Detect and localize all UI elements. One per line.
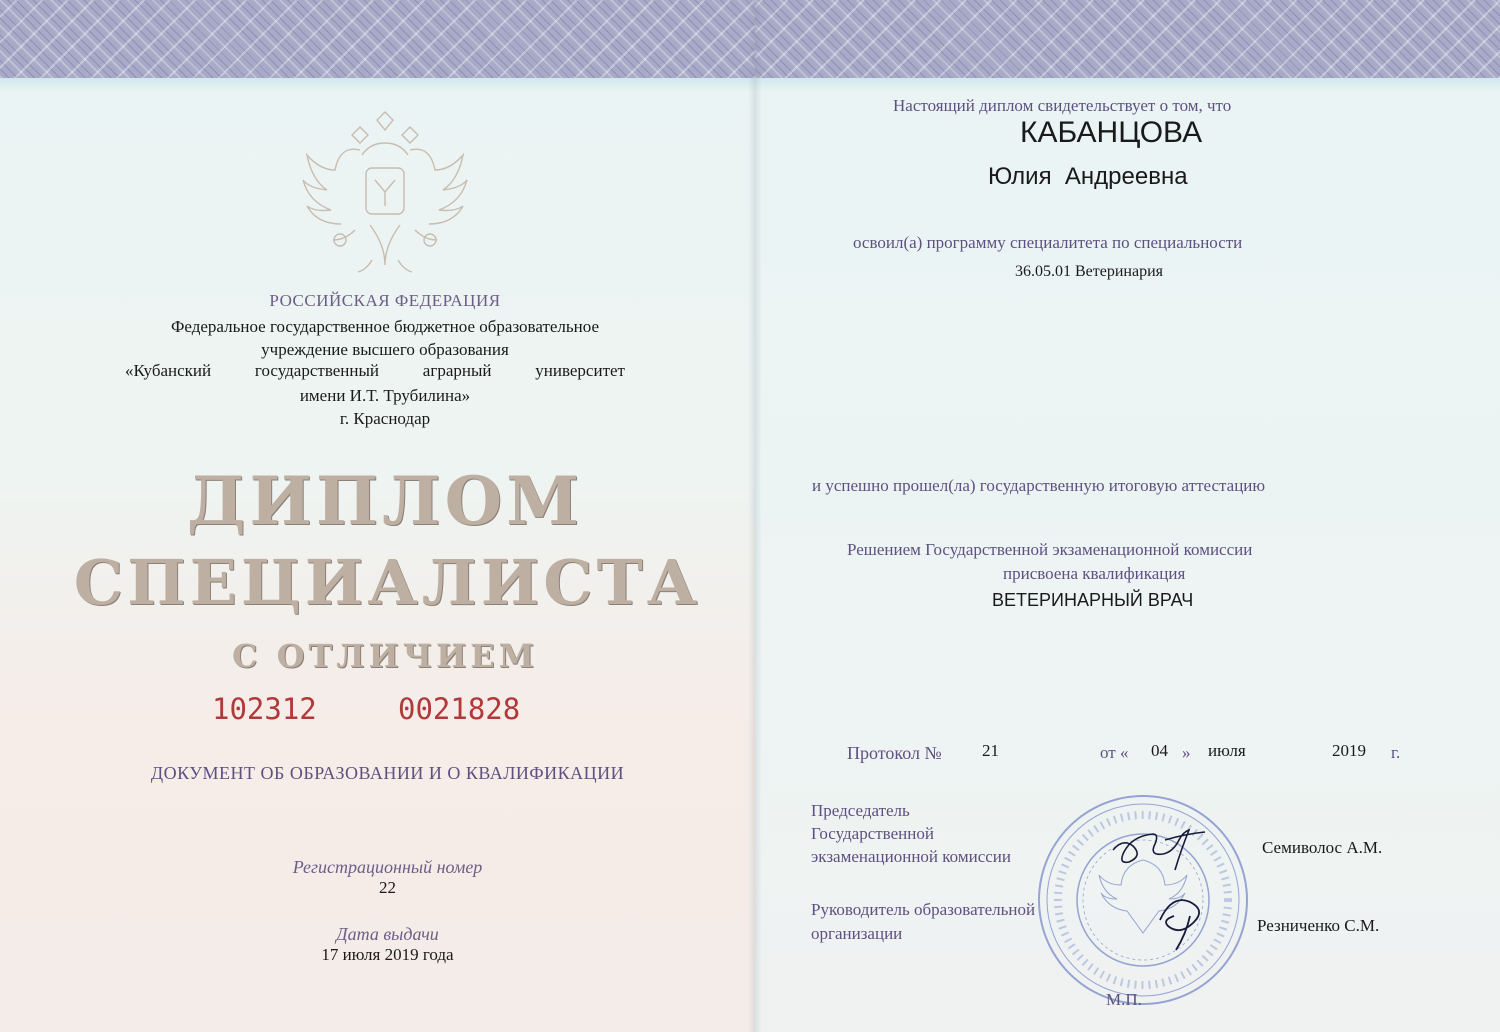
chair-title-line-1: Председатель	[811, 801, 910, 820]
org-word: «Кубанский	[125, 361, 212, 380]
chair-signature-icon	[1105, 820, 1215, 875]
head-signature-icon	[1150, 890, 1220, 960]
diploma-title: ДИПЛОМ	[186, 462, 584, 540]
org-word: университет	[535, 361, 625, 380]
protocol-number: 21	[982, 741, 999, 760]
diploma-series: 102312	[212, 692, 317, 726]
city: г. Краснодар	[339, 409, 431, 428]
org-line-2: учреждение высшего образования	[261, 340, 509, 359]
head-title-line-1: Руководитель образовательной	[811, 900, 1036, 919]
page-fold	[748, 0, 762, 1032]
head-name: Резниченко С.М.	[1257, 916, 1380, 935]
org-line-4: имени И.Т. Трубилина»	[299, 386, 471, 405]
org-word: государственный	[254, 361, 380, 380]
graduate-surname: КАБАНЦОВА	[1020, 116, 1203, 149]
country-name: РОССИЙСКАЯ ФЕДЕРАЦИЯ	[269, 291, 501, 310]
qualification: ВЕТЕРИНАРНЫЙ ВРАЧ	[992, 590, 1194, 610]
diploma-subtitle: СПЕЦИАЛИСТА	[73, 546, 702, 619]
org-line-1: Федеральное государственное бюджетное образовательное	[170, 317, 600, 336]
org-line-3	[125, 361, 625, 381]
decision-line-1: Решением Государственной экзаменационной комиссии	[847, 540, 1253, 559]
quote-close: »	[1182, 743, 1191, 762]
registration-number: 22	[379, 878, 396, 897]
specialty: 36.05.01 Ветеринария	[1015, 263, 1164, 280]
graduate-given-names: Юлия Андреевна	[988, 163, 1188, 190]
guilloche-band	[0, 0, 755, 78]
guilloche-band	[755, 0, 1500, 78]
head-title-line-2: организации	[811, 924, 903, 943]
protocol-year: 2019	[1332, 741, 1366, 760]
attestation-text: и успешно прошел(ла) государственную итоговую аттестацию	[812, 476, 1266, 495]
certifies-text: Настоящий диплом свидетельствует о том, что	[893, 96, 1232, 115]
protocol-day: 04	[1151, 741, 1168, 760]
program-text: освоил(а) программу специалитета по специальности	[853, 233, 1243, 252]
issue-date-label: Дата выдачи	[336, 924, 439, 944]
from-label: от «	[1100, 743, 1129, 762]
issue-date: 17 июля 2019 года	[321, 945, 454, 964]
honors-label: С ОТЛИЧИЕМ	[231, 637, 539, 675]
seal-label: М.П.	[1106, 990, 1142, 1009]
chair-title-line-2: Государственной	[811, 824, 934, 843]
registration-label: Регистрационный номер	[292, 857, 483, 877]
chair-title-line-3: экзаменационной комиссии	[811, 847, 1011, 866]
coat-of-arms-icon	[300, 110, 470, 285]
year-suffix: г.	[1391, 743, 1401, 762]
protocol-label: Протокол №	[847, 743, 942, 763]
chair-name: Семиволос А.М.	[1262, 838, 1383, 857]
org-word: аграрный	[422, 361, 492, 380]
decision-line-2: присвоена квалификация	[1003, 564, 1186, 583]
diploma-number: 0021828	[398, 692, 521, 726]
protocol-month: июля	[1208, 741, 1246, 760]
document-type: ДОКУМЕНТ ОБ ОБРАЗОВАНИИ И О КВАЛИФИКАЦИИ	[150, 763, 625, 783]
